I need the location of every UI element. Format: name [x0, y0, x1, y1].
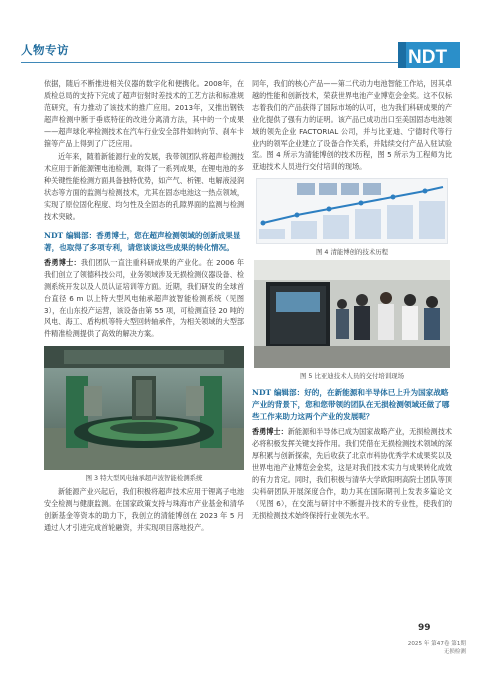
right-column — [252, 78, 452, 522]
answer-1 — [44, 257, 244, 340]
figure-4-caption: 图 4 清能博创的技术历程 — [315, 248, 389, 257]
question-2: NDT 编辑部：好的，在新能源和半导体已上升为国家战略产业的背景下，您和您带领的团队在无损检测领域还做了哪些工作来助力这两个产业的发展呢？ — [252, 388, 450, 422]
answer-1-speaker: 香勇博士： — [44, 257, 81, 267]
figure-5-photo — [254, 260, 450, 368]
figure-5-image — [254, 260, 450, 368]
figure-4-timeline — [256, 178, 448, 244]
figure-3-photo — [44, 346, 244, 470]
header-divider — [21, 62, 399, 63]
issue-line-2: 无损检测 — [443, 649, 466, 655]
left-para-1: 依据，随后不断推进相关仪器的数字化和便携化。2008年，在质检总局的支持下完成了超声衍射时差技术的工艺方法和标准规范研究，有力推动了该技术的推广应用。2013年，又推出钢铁超声检测中断于垂底特征的改进分离清方法，其中的一个成果——超声球化率检测技术在汽车行业安全部件如转向节、刹车卡箍等产品上得到了广泛应用。 — [44, 79, 244, 148]
figure-3-caption: 图 3 特大型风电轴承超声波智能检测系统 — [85, 474, 203, 483]
left-column — [44, 78, 244, 534]
figure-4-image — [257, 179, 448, 244]
answer-1-text: 我们团队一直注重科研成果的产业化。在 2006 年我们创立了领德科技公司，业务领域涉及无损检测仪器设备、检测系统开发以及人员认证培训等方面。近期，我们研发的全球首台直径 6 m 以上特大型风电轴承超声波智能检测系统（见图 3），在山东投产运营，该设备由第 55 项，可检测直径 20 吨的风电、海工、盾构机等特大型回转轴承件，为相关领域的大型部件精准检测提供了高效的解决方案。 — [44, 257, 244, 339]
left-para-2: 近年来，随着新能源行业的发展，我带领团队将超声检测技术应用于新能源锂电池检测，取得了一系列成果，在锂电池的多种关键性能检测方面具备独特优势，如产气、析锂、电解液浸润状态等方面的监测与检测技术，尤其在固态电池这一热点领域，实现了原位固化程度、均匀性及全固态的孔隙界面的监测与检测技术突破。 — [44, 152, 244, 221]
issue-line-1: 2025 年 第47卷 第1期 — [407, 641, 466, 647]
page-header — [0, 0, 480, 78]
answer-2-speaker: 香勇博士： — [252, 427, 288, 437]
section-title: 人物专访 — [21, 43, 69, 57]
issue-info — [360, 640, 466, 656]
logo-text: NDT — [408, 47, 448, 68]
answer-2-text: 新能源和半导体已成为国家战略产业，无损检测技术必将积极发挥关键支持作用。我们凭借在无损检测技术领域的深厚积累与创新探索，先后收获了北京市科协优秀学术成果奖以及世界电池产业博览会金奖，这是对我们技术实力与成果转化成效的有力肯定。同时，我们积极与清华大学欧阳明高院士团队等顶尖科研团队开展深度合作，助力其在国际期刊上发表多篇论文（见图 6），在交流与研讨中不断提升技术的专业性，使我们的无损检测技术始终保持行业领先水平。 — [252, 427, 452, 520]
answer-2 — [252, 426, 452, 521]
right-para-1: 同年，我们的核心产品——第二代动力电池智能工作站，因其卓越的性能和创新技术，荣获世界电池产业博览会金奖。这不仅标志着我们的产品获得了国际市场的认可，也为我们科研成果的产业化提供了强有力的证明。该产品已成功出口至美国固态电池领域的领先企业 FACTORIAL 公司，并与比亚迪、宁德时代等行业内的领军企业建立了设备合作关系，并陆续交付产品入驻试验室。图 4 所示为清能博创的技术历程，图 5 所示为工程师为比亚迪技术人员进行交付培训的现场。 — [252, 79, 452, 172]
question-1: NDT 编辑部：香勇博士，您在超声检测领域的创新成果显著，也取得了多项专利，请您谈谈这些成果的转化情况。 — [44, 230, 241, 252]
ndt-logo — [398, 40, 460, 70]
page-number: 99 — [418, 623, 431, 633]
figure-5-caption: 图 5 比亚迪技术人员的交付培训现场 — [300, 372, 404, 381]
figure-3-image — [44, 346, 244, 470]
left-para-3: 新能源产业兴起后，我们积极将超声技术应用于锂离子电池安全检测与健康监测。在国家政策支持与珠海市产业基金和清华创新基金等资本的助力下，我创立的清能博创在 2023 年 5 月通过人才引进完成首轮融资，并实现项目落地投产。 — [44, 487, 244, 532]
